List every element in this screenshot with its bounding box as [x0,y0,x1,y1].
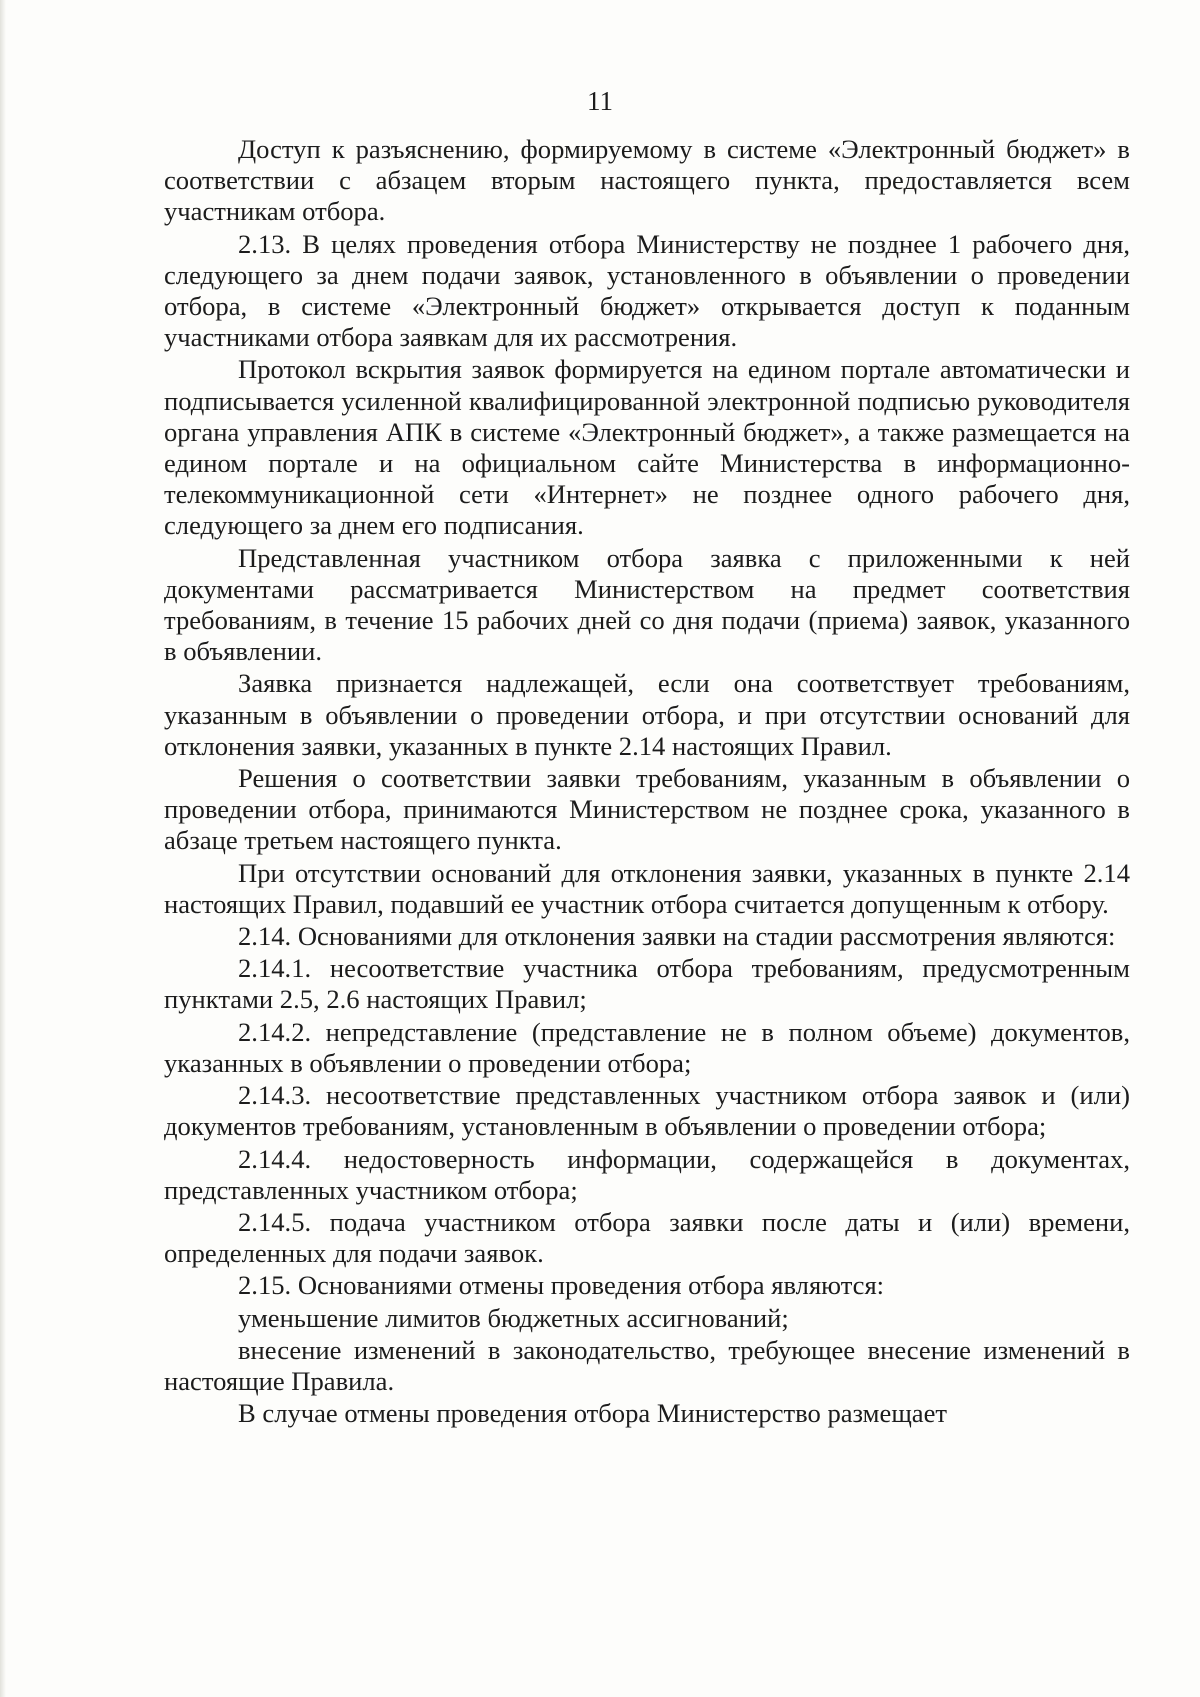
paragraph-opening-protocol: Протокол вскрытия заявок формируется на едином портале автоматически и подписывается усиленной квалифицированной электронной подписью руководителя органа управления АПК в системе «Электронный бюджет», а также размещается на едином портале и на официальном сайте Министерства в информационно-телекоммуникационной сети «Интернет» не позднее одного рабочего дня, следующего за днем его подписания. [164,354,1130,541]
paragraph-application-review: Представленная участником отбора заявка с приложенными к ней документами рассматривается Министерством на предмет соответствия требованиям, в течение 15 рабочих дней со дня подачи (приема) заявок, указанного в объявлении. [164,542,1130,667]
scan-edge [0,0,6,1697]
paragraph-limits-reduction: уменьшение лимитов бюджетных ассигнований; [238,1302,789,1333]
document-body [164,134,1130,1429]
page-number: 11 [587,86,613,116]
paragraph-admission: При отсутствии оснований для отклонения заявки, указанных в пункте 2.14 настоящих Правил, подавший ее участник отбора считается допущенным к отбору. [164,857,1130,919]
paragraph-2-14-1: 2.14.1. несоответствие участника отбора требованиям, предусмотренным пунктами 2.5, 2.6 настоящих Правил; [164,953,1130,1015]
paragraph-legislation-changes: внесение изменений в законодательство, требующее внесение изменений в настоящие Правила. [164,1334,1130,1396]
paragraph-2-14-3: 2.14.3. несоответствие представленных участником отбора заявок и (или) документов требованиям, установленным в объявлении о проведении отбора; [164,1080,1130,1142]
paragraph-2-13: 2.13. В целях проведения отбора Министерству не позднее 1 рабочего дня, следующего за днем подачи заявок, установленного в объявлении о проведении отбора, в системе «Электронный бюджет» открывается доступ к поданным участниками отбора заявкам для их рассмотрения. [164,228,1130,353]
paragraph-2-14-2: 2.14.2. непредставление (представление не в полном объеме) документов, указанных в объявлении о проведении отбора; [164,1016,1130,1078]
paragraph-2-14-4: 2.14.4. недостоверность информации, содержащейся в документах, представленных участником отбора; [164,1143,1130,1205]
paragraph-application-proper: Заявка признается надлежащей, если она соответствует требованиям, указанным в объявлении о проведении отбора, и при отсутствии оснований для отклонения заявки, указанных в пункте 2.14 настоящих Правил. [164,668,1130,761]
paragraph-2-15: 2.15. Основаниями отмены проведения отбора являются: [238,1270,885,1301]
paragraph-access-clarification: Доступ к разъяснению, формируемому в системе «Электронный бюджет» в соответствии с абзацем вторым настоящего пункта, предоставляется всем участникам отбора. [164,134,1130,227]
paragraph-2-14: 2.14. Основаниями для отклонения заявки на стадии рассмотрения являются: [238,921,1116,952]
paragraph-cancellation: В случае отмены проведения отбора Министерство размещает [238,1398,948,1429]
paragraph-2-14-5: 2.14.5. подача участником отбора заявки после даты и (или) времени, определенных для подачи заявок. [164,1206,1130,1269]
paragraph-compliance-decisions: Решения о соответствии заявки требованиям, указанным в объявлении о проведении отбора, принимаются Министерством не позднее срока, указанного в абзаце третьем настоящего пункта. [164,763,1130,856]
